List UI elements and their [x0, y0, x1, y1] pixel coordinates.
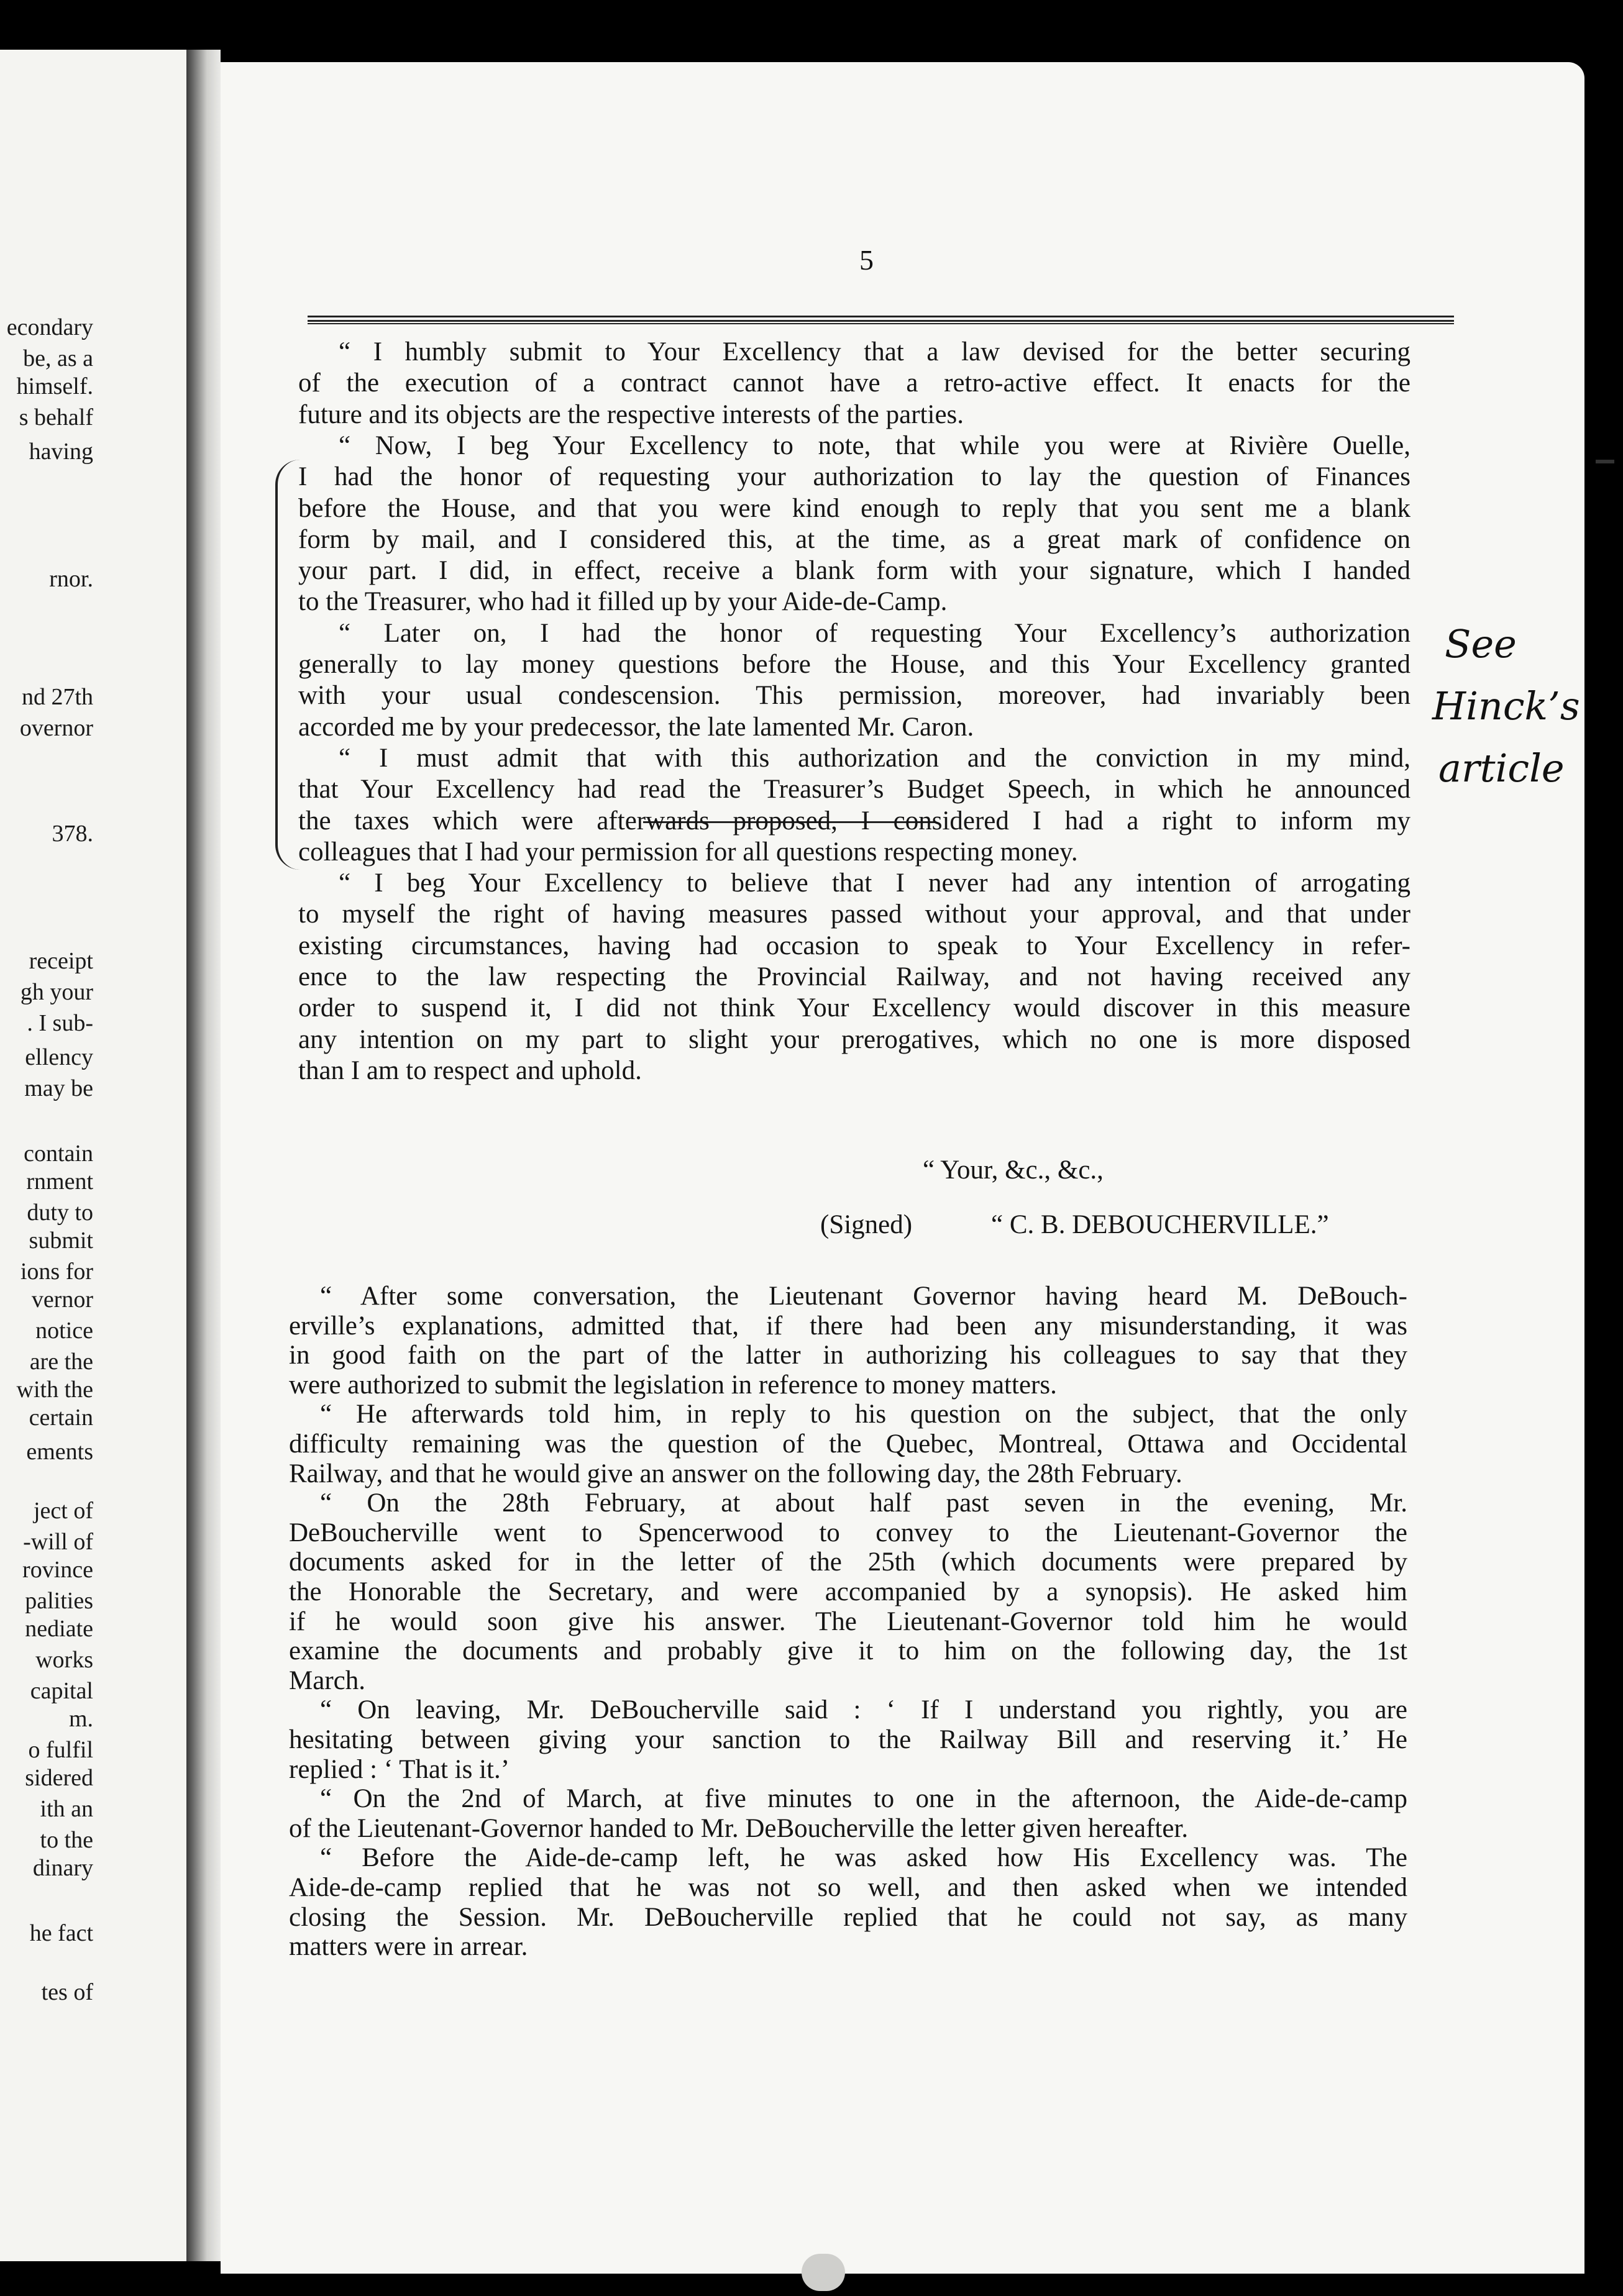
facing-page-line: ions for [20, 1259, 93, 1285]
facing-page-line: m. [68, 1706, 93, 1732]
letter-line: “ Later on, I had the honor of requesting Your Excellency’s authorization [339, 618, 1410, 648]
letter-line: to the Treasurer, who had it filled up by your Aide-de-Camp. [298, 587, 948, 617]
letter-line: “ Now, I beg Your Excellency to note, that while you were at Rivière Ouelle, [339, 430, 1410, 460]
facing-page-line: he fact [29, 1920, 93, 1946]
letter-line: of the execution of a contract cannot have a retro-active effect. It enacts for the [298, 368, 1410, 398]
narrative-line: DeBoucherville went to Spencerwood to convey to the Lieutenant-Governor the [289, 1518, 1407, 1547]
document-page [221, 62, 1584, 2274]
letter-line: the taxes which were afterwards proposed, I considered I had a right to inform my [298, 806, 1410, 836]
letter-line: accorded me by your predecessor, the late lamented Mr. Caron. [298, 712, 974, 742]
narrative-line: “ He afterwards told him, in reply to his question on the subject, that the only [320, 1400, 1407, 1429]
facing-page-line: vernor [31, 1287, 93, 1313]
facing-page-line: tes of [41, 1979, 93, 2005]
facing-page-line: . I sub- [27, 1010, 93, 1036]
letter-line: I had the honor of requesting your authorization to lay the question of Finances [298, 462, 1410, 492]
facing-page-line: ject of [33, 1498, 93, 1524]
narrative-line: hesitating between giving your sanction to the Railway Bill and reserving it.’ He [289, 1725, 1407, 1754]
facing-page-line: himself. [16, 373, 93, 399]
narrative-line: of the Lieutenant-Governor handed to Mr. DeBoucherville the letter given hereafter. [289, 1813, 1189, 1843]
narrative-line: if he would soon give his answer. The Lieutenant-Governor told him he would [289, 1606, 1407, 1636]
signature: “ C. B. DEBOUCHERVILLE.” [991, 1210, 1329, 1239]
header-rule [308, 316, 1454, 322]
letter-line: future and its objects are the respective interests of the parties. [298, 399, 964, 429]
facing-page-line: nediate [25, 1616, 93, 1642]
facing-page-line: be, as a [23, 345, 93, 371]
facing-page-line: econdary [6, 314, 93, 340]
narrative-line: matters were in arrear. [289, 1932, 528, 1962]
letter-line: your part. I did, in effect, receive a blank form with your signature, which I handed [298, 556, 1410, 586]
narrative-line: “ On leaving, Mr. DeBoucherville said : ‘ If I understand you rightly, you are [320, 1695, 1407, 1725]
letter-line: that Your Excellency had read the Treasurer’s Budget Speech, in which he announced [298, 775, 1410, 804]
letter-line: existing circumstances, having had occasion to speak to Your Excellency in refer- [298, 931, 1410, 960]
narrative-line: Aide-de-camp replied that he was not so well, and then asked when we intended [289, 1873, 1407, 1902]
facing-page-line: may be [24, 1075, 93, 1101]
letter-line: with your usual condescension. This permission, moreover, had invariably been [298, 681, 1410, 711]
facing-page-line: submit [29, 1228, 93, 1254]
facing-page-line: are the [29, 1349, 93, 1375]
narrative-line: erville’s explanations, admitted that, if there had been any misunderstanding, it was [289, 1311, 1407, 1341]
facing-page-line: ith an [40, 1796, 93, 1822]
page-number: 5 [859, 244, 874, 276]
book-gutter [186, 50, 221, 2261]
letter-line: before the House, and that you were kind enough to reply that you sent me a blank [298, 493, 1410, 523]
narrative-line: in good faith on the part of the latter in authorizing his colleagues to say that they [289, 1341, 1407, 1370]
letter-line: “ I beg Your Excellency to believe that I never had any intention of arrogating [339, 868, 1410, 898]
letter-line: generally to lay money questions before the House, and this Your Excellency granted [298, 650, 1410, 679]
facing-page-line: 378. [52, 821, 93, 847]
facing-page-line: overnor [19, 715, 93, 741]
letter-line: than I am to respect and uphold. [298, 1055, 642, 1085]
facing-page-line: s behalf [19, 404, 93, 430]
narrative-line: “ On the 28th February, at about half past seven in the evening, Mr. [320, 1488, 1407, 1518]
facing-page-line: palities [25, 1588, 93, 1614]
facing-page-line: gh your [20, 979, 93, 1005]
letter-closing: “ Your, &c., &c., [923, 1155, 1104, 1185]
facing-page-line: sidered [25, 1765, 93, 1791]
letter-line: order to suspend it, I did not think Your Excellency would discover in this measure [298, 993, 1410, 1023]
facing-page-line: rnor. [49, 566, 93, 592]
narrative-line: “ On the 2nd of March, at five minutes to one in the afternoon, the Aide-de-camp [320, 1784, 1407, 1814]
facing-page-line: nd 27th [21, 684, 93, 710]
facing-page-line: dinary [32, 1855, 93, 1881]
facing-page-line: o fulfil [28, 1737, 93, 1763]
facing-page-line: to the [40, 1827, 93, 1853]
narrative-line: the Honorable the Secretary, and were accompanied by a synopsis). He asked him [289, 1577, 1407, 1606]
facing-page-fragment [0, 50, 190, 2261]
narrative-line: March. [289, 1665, 365, 1695]
letter-line: ence to the law respecting the Provincial Railway, and not having received any [298, 962, 1410, 991]
facing-page-line: rnment [26, 1168, 93, 1195]
narrative-line: documents asked for in the letter of the 25th (which documents were prepared by [289, 1547, 1407, 1577]
annotation-line: See [1445, 621, 1517, 667]
narrative-line: closing the Session. Mr. DeBoucherville replied that he could not say, as many [289, 1902, 1407, 1932]
facing-page-line: ellency [25, 1044, 93, 1070]
page-edge-mark [1596, 460, 1614, 463]
facing-page-line: capital [30, 1678, 93, 1704]
facing-page-line: rovince [22, 1557, 93, 1583]
facing-page-line: with the [16, 1377, 93, 1403]
annotation-line: article [1438, 745, 1565, 791]
annotation-line: Hinck’s [1432, 683, 1580, 729]
facing-page-line: receipt [29, 948, 93, 974]
facing-page-line: contain [24, 1141, 93, 1167]
letter-line: to myself the right of having measures passed without your approval, and that under [298, 900, 1410, 929]
facing-page-line: notice [35, 1318, 93, 1344]
signed-label: (Signed) [820, 1210, 913, 1239]
facing-page-line: duty to [27, 1200, 93, 1226]
facing-page-line: works [35, 1647, 93, 1673]
facing-page-line: ements [26, 1439, 93, 1465]
narrative-line: replied : ‘ That is it.’ [289, 1754, 510, 1784]
narrative-line: were authorized to submit the legislation in reference to money matters. [289, 1370, 1057, 1400]
narrative-line: “ Before the Aide-de-camp left, he was asked how His Excellency was. The [320, 1843, 1407, 1873]
narrative-line: difficulty remaining was the question of the Quebec, Montreal, Ottawa and Occidental [289, 1429, 1407, 1459]
facing-page-line: -will of [23, 1529, 93, 1555]
narrative-line: Railway, and that he would give an answer on the following day, the 28th February. [289, 1459, 1182, 1488]
facing-page-line: certain [29, 1405, 93, 1431]
page-bottom-blemish [802, 2254, 845, 2291]
handwritten-marginal-note [1432, 621, 1606, 820]
narrative-line: examine the documents and probably give it to him on the following day, the 1st [289, 1636, 1407, 1666]
letter-line: “ I must admit that with this authorization and the conviction in my mind, [339, 743, 1410, 773]
letter-line: “ I humbly submit to Your Excellency that a law devised for the better securing [339, 337, 1410, 367]
narrative-line: “ After some conversation, the Lieutenant Governor having heard M. DeBouch- [320, 1282, 1407, 1311]
letter-line: form by mail, and I considered this, at the time, as a great mark of confidence on [298, 524, 1410, 554]
facing-page-line: having [29, 439, 93, 465]
letter-line: colleagues that I had your permission for all questions respecting money. [298, 837, 1078, 867]
letter-line: any intention on my part to slight your prerogatives, which no one is more disposed [298, 1024, 1410, 1054]
